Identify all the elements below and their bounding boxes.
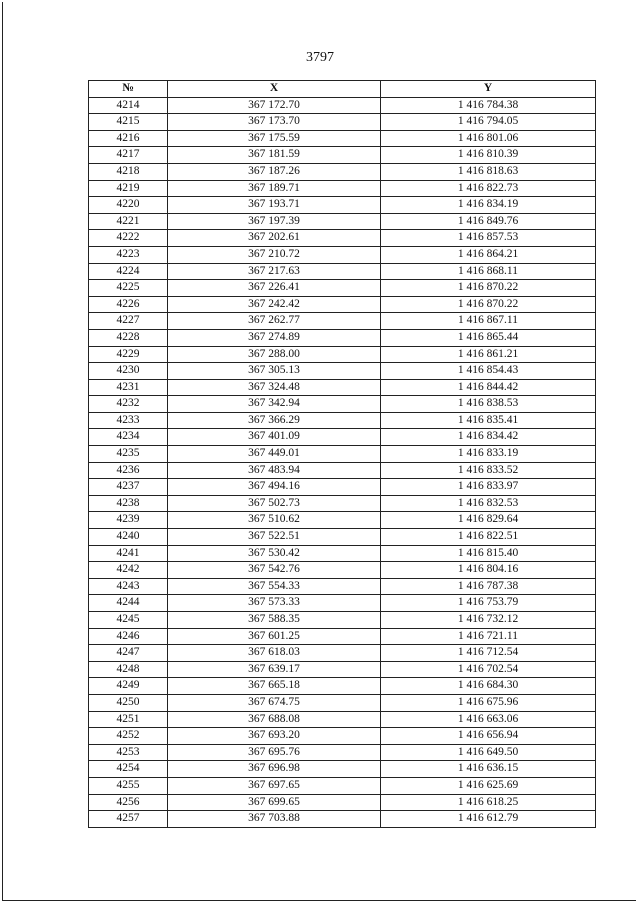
cell-y: 1 416 794.05 bbox=[381, 114, 596, 131]
cell-x: 367 695.76 bbox=[168, 744, 381, 761]
cell-number: 4227 bbox=[89, 313, 168, 330]
cell-number: 4252 bbox=[89, 728, 168, 745]
cell-number: 4243 bbox=[89, 578, 168, 595]
cell-number: 4256 bbox=[89, 794, 168, 811]
cell-x: 367 699.65 bbox=[168, 794, 381, 811]
page-number: 3797 bbox=[306, 50, 334, 65]
coordinates-table bbox=[88, 80, 596, 828]
cell-y: 1 416 618.25 bbox=[381, 794, 596, 811]
cell-number: 4226 bbox=[89, 296, 168, 313]
cell-x: 367 573.33 bbox=[168, 595, 381, 612]
cell-x: 367 217.63 bbox=[168, 263, 381, 280]
cell-x: 367 665.18 bbox=[168, 678, 381, 695]
cell-x: 367 202.61 bbox=[168, 230, 381, 247]
cell-y: 1 416 854.43 bbox=[381, 363, 596, 380]
cell-y: 1 416 833.97 bbox=[381, 479, 596, 496]
cell-number: 4237 bbox=[89, 479, 168, 496]
cell-x: 367 242.42 bbox=[168, 296, 381, 313]
cell-number: 4240 bbox=[89, 529, 168, 546]
cell-y: 1 416 625.69 bbox=[381, 777, 596, 794]
cell-number: 4234 bbox=[89, 429, 168, 446]
cell-y: 1 416 815.40 bbox=[381, 545, 596, 562]
table-row bbox=[89, 645, 596, 662]
cell-x: 367 697.65 bbox=[168, 777, 381, 794]
cell-number: 4246 bbox=[89, 628, 168, 645]
cell-x: 367 401.09 bbox=[168, 429, 381, 446]
cell-number: 4222 bbox=[89, 230, 168, 247]
cell-number: 4245 bbox=[89, 612, 168, 629]
cell-number: 4233 bbox=[89, 412, 168, 429]
table-row bbox=[89, 728, 596, 745]
table-row bbox=[89, 280, 596, 297]
cell-number: 4244 bbox=[89, 595, 168, 612]
cell-number: 4228 bbox=[89, 329, 168, 346]
table-row bbox=[89, 313, 596, 330]
cell-x: 367 530.42 bbox=[168, 545, 381, 562]
table-row bbox=[89, 678, 596, 695]
cell-x: 367 305.13 bbox=[168, 363, 381, 380]
cell-x: 367 554.33 bbox=[168, 578, 381, 595]
table-row bbox=[89, 512, 596, 529]
cell-y: 1 416 865.44 bbox=[381, 329, 596, 346]
cell-x: 367 588.35 bbox=[168, 612, 381, 629]
table-row bbox=[89, 595, 596, 612]
cell-number: 4214 bbox=[89, 97, 168, 114]
cell-x: 367 688.08 bbox=[168, 711, 381, 728]
cell-y: 1 416 857.53 bbox=[381, 230, 596, 247]
cell-x: 367 173.70 bbox=[168, 114, 381, 131]
table-row bbox=[89, 412, 596, 429]
cell-number: 4232 bbox=[89, 396, 168, 413]
cell-x: 367 510.62 bbox=[168, 512, 381, 529]
cell-x: 367 187.26 bbox=[168, 163, 381, 180]
cell-y: 1 416 844.42 bbox=[381, 379, 596, 396]
cell-y: 1 416 675.96 bbox=[381, 694, 596, 711]
cell-y: 1 416 870.22 bbox=[381, 280, 596, 297]
table-row bbox=[89, 529, 596, 546]
table-row bbox=[89, 794, 596, 811]
cell-x: 367 175.59 bbox=[168, 130, 381, 147]
cell-x: 367 522.51 bbox=[168, 529, 381, 546]
cell-number: 4236 bbox=[89, 462, 168, 479]
cell-y: 1 416 612.79 bbox=[381, 811, 596, 828]
cell-number: 4225 bbox=[89, 280, 168, 297]
header-x: X bbox=[168, 81, 381, 98]
cell-x: 367 639.17 bbox=[168, 661, 381, 678]
header-number: № bbox=[89, 81, 168, 98]
cell-y: 1 416 838.53 bbox=[381, 396, 596, 413]
table-header-row bbox=[89, 81, 596, 98]
cell-x: 367 693.20 bbox=[168, 728, 381, 745]
cell-number: 4219 bbox=[89, 180, 168, 197]
cell-y: 1 416 832.53 bbox=[381, 495, 596, 512]
cell-y: 1 416 829.64 bbox=[381, 512, 596, 529]
table-row bbox=[89, 562, 596, 579]
table-row bbox=[89, 811, 596, 828]
table-row bbox=[89, 761, 596, 778]
cell-y: 1 416 822.73 bbox=[381, 180, 596, 197]
table-row bbox=[89, 363, 596, 380]
cell-number: 4248 bbox=[89, 661, 168, 678]
cell-x: 367 601.25 bbox=[168, 628, 381, 645]
table-row bbox=[89, 429, 596, 446]
table-row bbox=[89, 296, 596, 313]
cell-y: 1 416 833.52 bbox=[381, 462, 596, 479]
cell-number: 4220 bbox=[89, 197, 168, 214]
cell-y: 1 416 861.21 bbox=[381, 346, 596, 363]
cell-number: 4254 bbox=[89, 761, 168, 778]
cell-number: 4257 bbox=[89, 811, 168, 828]
cell-x: 367 502.73 bbox=[168, 495, 381, 512]
table-row bbox=[89, 114, 596, 131]
table-row bbox=[89, 213, 596, 230]
cell-y: 1 416 712.54 bbox=[381, 645, 596, 662]
cell-y: 1 416 702.54 bbox=[381, 661, 596, 678]
cell-number: 4250 bbox=[89, 694, 168, 711]
cell-y: 1 416 810.39 bbox=[381, 147, 596, 164]
table-row bbox=[89, 479, 596, 496]
cell-x: 367 189.71 bbox=[168, 180, 381, 197]
table-row bbox=[89, 396, 596, 413]
table-row bbox=[89, 97, 596, 114]
cell-number: 4255 bbox=[89, 777, 168, 794]
cell-number: 4249 bbox=[89, 678, 168, 695]
table-row bbox=[89, 545, 596, 562]
cell-y: 1 416 867.11 bbox=[381, 313, 596, 330]
cell-y: 1 416 818.63 bbox=[381, 163, 596, 180]
table-row bbox=[89, 495, 596, 512]
cell-number: 4238 bbox=[89, 495, 168, 512]
cell-y: 1 416 684.30 bbox=[381, 678, 596, 695]
cell-number: 4221 bbox=[89, 213, 168, 230]
cell-x: 367 366.29 bbox=[168, 412, 381, 429]
header-y: Y bbox=[381, 81, 596, 98]
table-row bbox=[89, 329, 596, 346]
cell-x: 367 324.48 bbox=[168, 379, 381, 396]
cell-x: 367 181.59 bbox=[168, 147, 381, 164]
cell-number: 4229 bbox=[89, 346, 168, 363]
table-row bbox=[89, 578, 596, 595]
cell-y: 1 416 864.21 bbox=[381, 246, 596, 263]
cell-y: 1 416 732.12 bbox=[381, 612, 596, 629]
cell-number: 4223 bbox=[89, 246, 168, 263]
table-row bbox=[89, 197, 596, 214]
cell-x: 367 618.03 bbox=[168, 645, 381, 662]
cell-x: 367 197.39 bbox=[168, 213, 381, 230]
cell-y: 1 416 801.06 bbox=[381, 130, 596, 147]
cell-x: 367 449.01 bbox=[168, 446, 381, 463]
table-row bbox=[89, 246, 596, 263]
cell-y: 1 416 868.11 bbox=[381, 263, 596, 280]
table-row bbox=[89, 346, 596, 363]
cell-y: 1 416 870.22 bbox=[381, 296, 596, 313]
cell-y: 1 416 835.41 bbox=[381, 412, 596, 429]
table-row bbox=[89, 661, 596, 678]
cell-number: 4242 bbox=[89, 562, 168, 579]
cell-x: 367 542.76 bbox=[168, 562, 381, 579]
table-row bbox=[89, 230, 596, 247]
cell-y: 1 416 649.50 bbox=[381, 744, 596, 761]
cell-number: 4251 bbox=[89, 711, 168, 728]
table-row bbox=[89, 163, 596, 180]
cell-number: 4241 bbox=[89, 545, 168, 562]
table-row bbox=[89, 612, 596, 629]
cell-y: 1 416 834.42 bbox=[381, 429, 596, 446]
table-row bbox=[89, 130, 596, 147]
cell-y: 1 416 804.16 bbox=[381, 562, 596, 579]
cell-x: 367 226.41 bbox=[168, 280, 381, 297]
table-row bbox=[89, 711, 596, 728]
table-row bbox=[89, 694, 596, 711]
cell-number: 4216 bbox=[89, 130, 168, 147]
cell-y: 1 416 656.94 bbox=[381, 728, 596, 745]
cell-number: 4239 bbox=[89, 512, 168, 529]
table-row bbox=[89, 446, 596, 463]
cell-x: 367 262.77 bbox=[168, 313, 381, 330]
cell-number: 4231 bbox=[89, 379, 168, 396]
table-row bbox=[89, 147, 596, 164]
cell-y: 1 416 663.06 bbox=[381, 711, 596, 728]
table-row bbox=[89, 379, 596, 396]
cell-x: 367 210.72 bbox=[168, 246, 381, 263]
cell-y: 1 416 833.19 bbox=[381, 446, 596, 463]
table-row bbox=[89, 777, 596, 794]
table-row bbox=[89, 462, 596, 479]
table-row bbox=[89, 263, 596, 280]
cell-y: 1 416 787.38 bbox=[381, 578, 596, 595]
cell-number: 4215 bbox=[89, 114, 168, 131]
cell-x: 367 494.16 bbox=[168, 479, 381, 496]
cell-x: 367 172.70 bbox=[168, 97, 381, 114]
cell-y: 1 416 753.79 bbox=[381, 595, 596, 612]
cell-x: 367 674.75 bbox=[168, 694, 381, 711]
cell-x: 367 483.94 bbox=[168, 462, 381, 479]
cell-x: 367 288.00 bbox=[168, 346, 381, 363]
cell-y: 1 416 822.51 bbox=[381, 529, 596, 546]
cell-x: 367 696.98 bbox=[168, 761, 381, 778]
table-row bbox=[89, 744, 596, 761]
table-row bbox=[89, 628, 596, 645]
cell-number: 4230 bbox=[89, 363, 168, 380]
cell-number: 4224 bbox=[89, 263, 168, 280]
cell-x: 367 193.71 bbox=[168, 197, 381, 214]
cell-number: 4247 bbox=[89, 645, 168, 662]
cell-x: 367 342.94 bbox=[168, 396, 381, 413]
cell-y: 1 416 784.38 bbox=[381, 97, 596, 114]
cell-number: 4217 bbox=[89, 147, 168, 164]
cell-number: 4218 bbox=[89, 163, 168, 180]
table-row bbox=[89, 180, 596, 197]
cell-y: 1 416 721.11 bbox=[381, 628, 596, 645]
cell-y: 1 416 849.76 bbox=[381, 213, 596, 230]
cell-x: 367 703.88 bbox=[168, 811, 381, 828]
cell-y: 1 416 636.15 bbox=[381, 761, 596, 778]
cell-y: 1 416 834.19 bbox=[381, 197, 596, 214]
cell-x: 367 274.89 bbox=[168, 329, 381, 346]
cell-number: 4253 bbox=[89, 744, 168, 761]
cell-number: 4235 bbox=[89, 446, 168, 463]
